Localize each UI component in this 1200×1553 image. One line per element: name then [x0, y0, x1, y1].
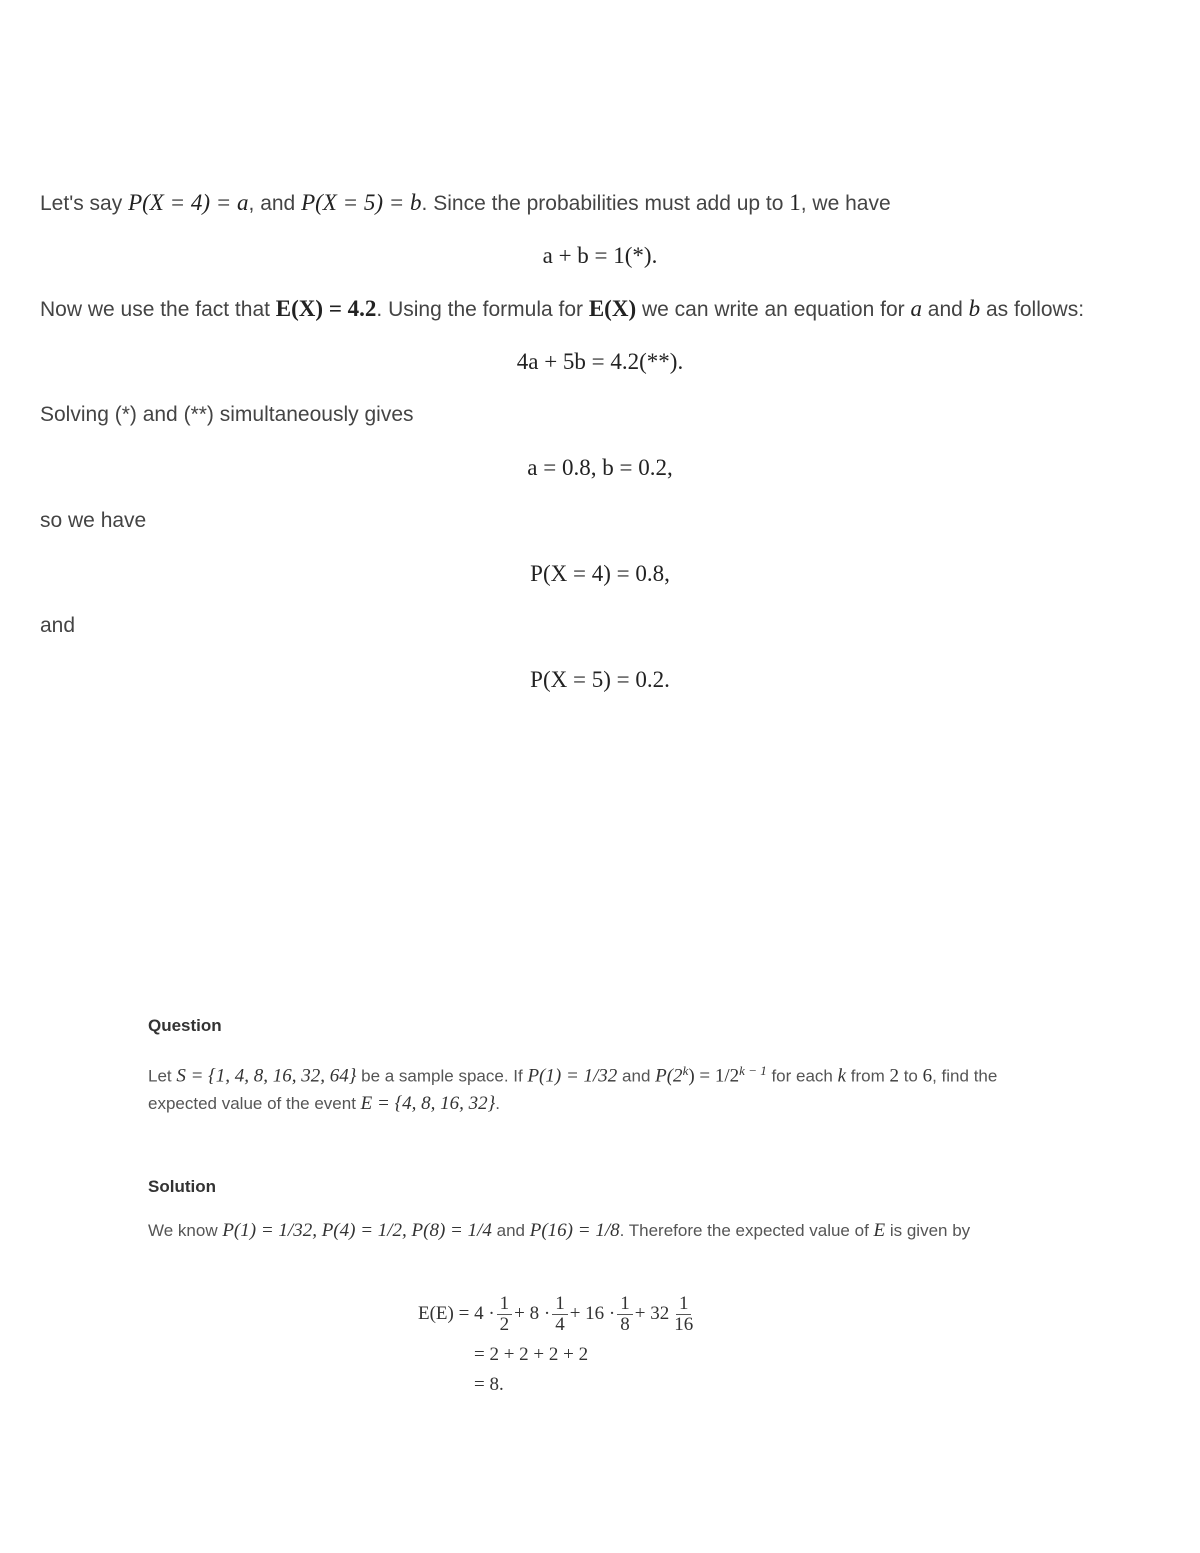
equation-solution-ab: a = 0.8, b = 0.2,	[527, 455, 673, 480]
derivation-line-1: E(E) = 4 · $\frac{1}{2}$ + 8 · $\frac{1}{4}$ + 16 · $\frac{1}{8}$ + 32 $\frac{1}{16}$	[418, 1288, 698, 1340]
equation-p-x-4: P(X = 4) = 0.8,	[530, 561, 670, 586]
solution-text: We know P(1) = 1/32, P(4) = 1/2, P(8) = 1/4 and P(16) = 1/8. Therefore the expected value of E is given by	[148, 1220, 971, 1241]
equation-p-x-5: P(X = 5) = 0.2.	[530, 667, 670, 692]
equation-sum-to-one: a + b = 1(*).	[542, 243, 658, 268]
question-text: Let S = {1, 4, 8, 16, 32, 64} be a sample space. If P(1) = 1/32 and $P(2^k) = 1/2^{k - 1}$ for each k from 2 to 6, find the expected value of the event E = {4, 8, 16, 32}.	[148, 1063, 998, 1114]
fraction-one-half: $\frac{1}{2}$	[497, 1294, 513, 1335]
paragraph-so-we-have: so we have	[40, 509, 147, 532]
paragraph-solving: Solving (*) and (**) simultaneously gives	[40, 403, 414, 426]
expected-value-derivation	[418, 1288, 698, 1400]
derivation-line-3: = 8.	[474, 1374, 504, 1395]
paragraph-expected-value: Now we use the fact that E(X) = 4.2. Using the formula for E(X) we can write an equation for a and b as follows:	[40, 296, 1085, 321]
fraction-one-eighth: $\frac{1}{8}$	[617, 1294, 633, 1335]
paragraph-probabilities-intro: Let's say P(X = 4) = a, and P(X = 5) = b. Since the probabilities must add up to 1, we have	[40, 190, 891, 215]
derivation-line-2: = 2 + 2 + 2 + 2	[474, 1344, 589, 1365]
equation-expected-value: 4a + 5b = 4.2(**).	[516, 349, 684, 374]
fraction-one-sixteenth: $\frac{1}{16}$	[674, 1292, 694, 1335]
fraction-one-quarter: $\frac{1}{4}$	[552, 1294, 568, 1335]
paragraph-and: and	[40, 614, 76, 637]
question-heading: Question	[148, 1016, 222, 1035]
solution-heading: Solution	[148, 1177, 216, 1196]
